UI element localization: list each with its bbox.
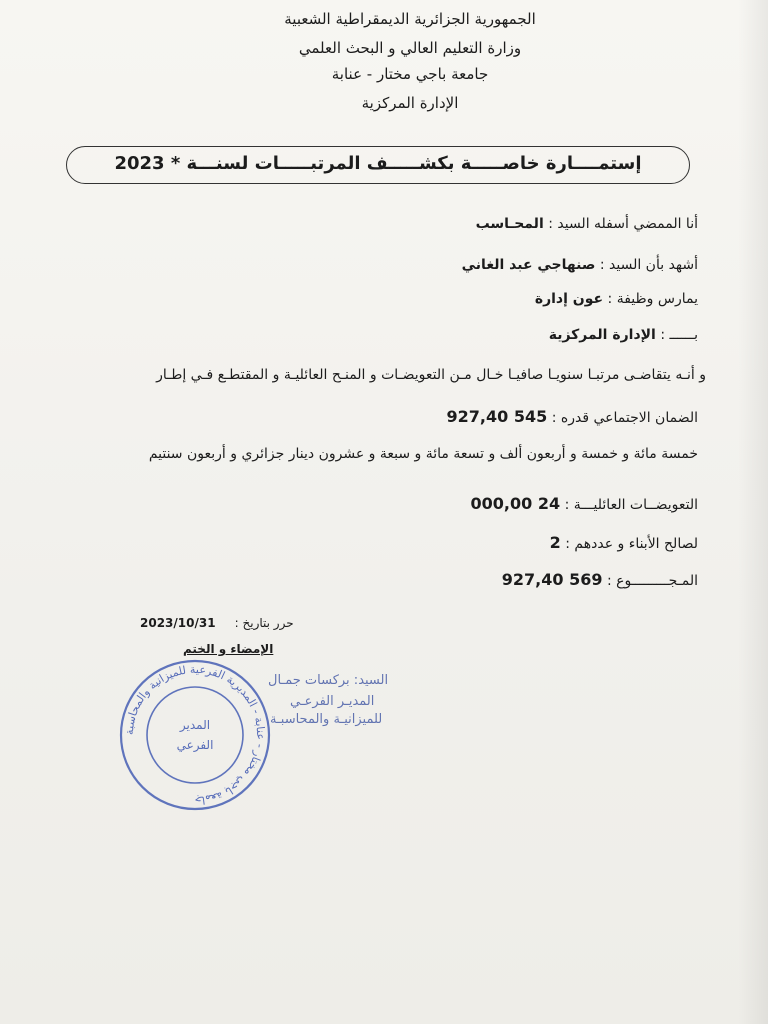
stamp-center-line1: المدير (179, 718, 211, 732)
family-allowance-value: 24 000,00 (470, 494, 561, 513)
signature-label: الإمضاء و الختم (183, 642, 274, 656)
annual-net-salary: 545 927,40 (446, 407, 548, 426)
header-republic: الجمهورية الجزائرية الديمقراطية الشعبية (284, 10, 536, 28)
stamp-center-line2: الفرعي (176, 738, 214, 752)
salary-statement: و أنـه يتقاضـى مرتبـا سنويـا صافيـا خـال مـن التعويضـات و المنـح العائليـة و المقتطـع فـي إطـار (156, 367, 706, 383)
official-stamp (115, 655, 275, 815)
family-allowance-line (471, 494, 698, 513)
header-administration: الإدارة المركزية (361, 94, 459, 112)
certify-line (462, 257, 698, 273)
children-label: لصالح الأبناء و عددهم : (565, 536, 698, 552)
total-line (502, 570, 698, 589)
position-line (535, 291, 698, 307)
social-security-label: الضمان الاجتماعي قدره : (551, 410, 698, 426)
date-value: 2023/10/31 (140, 616, 216, 630)
form-title: إستمــــارة خاصـــــة بكشـــــف المرتبـــــات لسنـــة * 2023 (114, 153, 642, 174)
signer-name: السيد: بركسات جمـال (268, 673, 389, 688)
total-label: المـجـــــــــوع : (606, 573, 698, 589)
position-value: عون إدارة (534, 291, 604, 307)
undersigned-label: أنا الممضي أسفله السيد : (548, 216, 698, 232)
workplace-line (549, 327, 698, 343)
header-ministry: وزارة التعليم العالي و البحث العلمي (298, 39, 522, 57)
svg-text:جامعة باجي مختار - عنابة - الم (123, 663, 267, 807)
amount-in-words: خمسة مائة و خمسة و أربعون ألف و تسعة مائة و سبعة و عشرون دينار جزائري و أربعون سنتيم (148, 446, 698, 462)
position-label: يمارس وظيفة : (607, 291, 698, 307)
certify-label: أشهد بأن السيد : (599, 257, 698, 273)
children-count: 2 (549, 533, 561, 552)
social-security-line (447, 407, 698, 426)
undersigned-value: المحـاسب (475, 216, 544, 232)
workplace-label: بــــــ : (660, 327, 698, 343)
family-allowance-label: التعويضــات العائليـــة : (564, 497, 698, 513)
header-university: جامعة باجي مختار - عنابة (331, 65, 489, 83)
employee-name: صنهاجي عبد الغاني (461, 257, 596, 273)
total-value: 569 927,40 (501, 570, 603, 589)
workplace-value: الإدارة المركزية (548, 327, 656, 343)
signer-department: للميزانيـة والمحاسبـة (270, 712, 383, 727)
date-line (140, 616, 294, 630)
children-line (550, 533, 698, 552)
title-box (66, 146, 690, 184)
signer-title: المديـر الفرعـي (290, 694, 375, 709)
date-label: حرر بتاريخ : (234, 616, 294, 630)
undersigned-line (476, 216, 698, 232)
page-edge-shadow (738, 0, 768, 1024)
stamp-ring-text: جامعة باجي مختار - عنابة - المديرية الفرعية للميزانية والمحاسبة (122, 662, 268, 808)
